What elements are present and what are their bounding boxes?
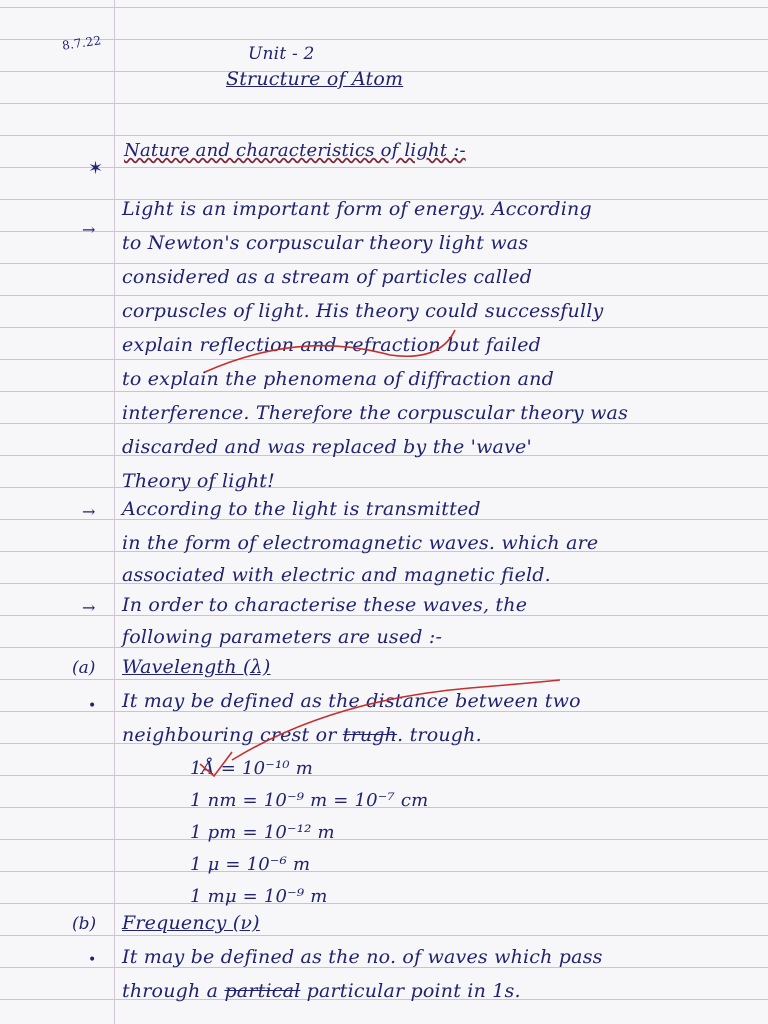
- date: 8.7.22: [61, 33, 103, 53]
- text-line: associated with electric and magnetic field.: [122, 564, 551, 586]
- text-line: considered as a stream of particles called: [122, 266, 533, 288]
- text-fragment: . trough.: [397, 724, 482, 746]
- text-line: in the form of electromagnetic waves. which are: [122, 532, 599, 554]
- section-title: Wavelength (λ): [122, 656, 271, 678]
- text-line: In order to characterise these waves, the: [122, 594, 528, 616]
- formula-line: 1 pm = 10⁻¹² m: [190, 822, 335, 843]
- struck-text: partical: [224, 980, 301, 1002]
- text-fragment: through a: [122, 980, 225, 1002]
- text-fragment: neighbouring crest or: [122, 724, 343, 746]
- text-line: [122, 724, 482, 746]
- formula-line: 1 nm = 10⁻⁹ m = 10⁻⁷ cm: [190, 790, 429, 811]
- arrow-bullet-icon: →: [82, 502, 96, 521]
- page-title: Structure of Atom: [226, 68, 404, 90]
- margin-line: [114, 0, 115, 1024]
- text-line: [122, 980, 521, 1002]
- section-title: Frequency (ν): [122, 912, 260, 934]
- text-line: Light is an important form of energy. According: [122, 198, 592, 220]
- text-fragment: particular point in 1s.: [300, 980, 521, 1002]
- text-line: to explain the phenomena of diffraction and: [122, 368, 554, 390]
- text-line: explain reflection and refraction but failed: [122, 334, 542, 356]
- text-line: It may be defined as the no. of waves which pass: [122, 946, 603, 968]
- formula-line: 1Å = 10⁻¹⁰ m: [190, 758, 314, 779]
- text-line: According to the light is transmitted: [122, 498, 481, 520]
- text-line: following parameters are used :-: [122, 626, 443, 648]
- section-label: (a): [72, 658, 96, 678]
- section-label: (b): [72, 914, 97, 934]
- section-heading: Nature and characteristics of light :-: [124, 140, 466, 161]
- text-line: discarded and was replaced by the 'wave': [122, 436, 532, 458]
- arrow-bullet-icon: →: [82, 598, 96, 617]
- struck-text: trugh: [342, 724, 398, 746]
- unit-label: Unit - 2: [248, 44, 315, 64]
- arrow-bullet-icon: →: [82, 220, 96, 239]
- text-line: corpuscles of light. His theory could successfully: [122, 300, 604, 322]
- star-bullet-icon: ✶: [88, 158, 104, 179]
- text-line: Theory of light!: [122, 470, 275, 492]
- formula-line: 1 μ = 10⁻⁶ m: [190, 854, 311, 875]
- bullet-dot-icon: •: [88, 698, 97, 714]
- text-line: interference. Therefore the corpuscular theory was: [122, 402, 629, 424]
- text-line: It may be defined as the distance between two: [122, 690, 581, 712]
- text-line: to Newton's corpuscular theory light was: [122, 232, 529, 254]
- formula-line: 1 mμ = 10⁻⁹ m: [190, 886, 328, 907]
- bullet-dot-icon: •: [88, 952, 97, 968]
